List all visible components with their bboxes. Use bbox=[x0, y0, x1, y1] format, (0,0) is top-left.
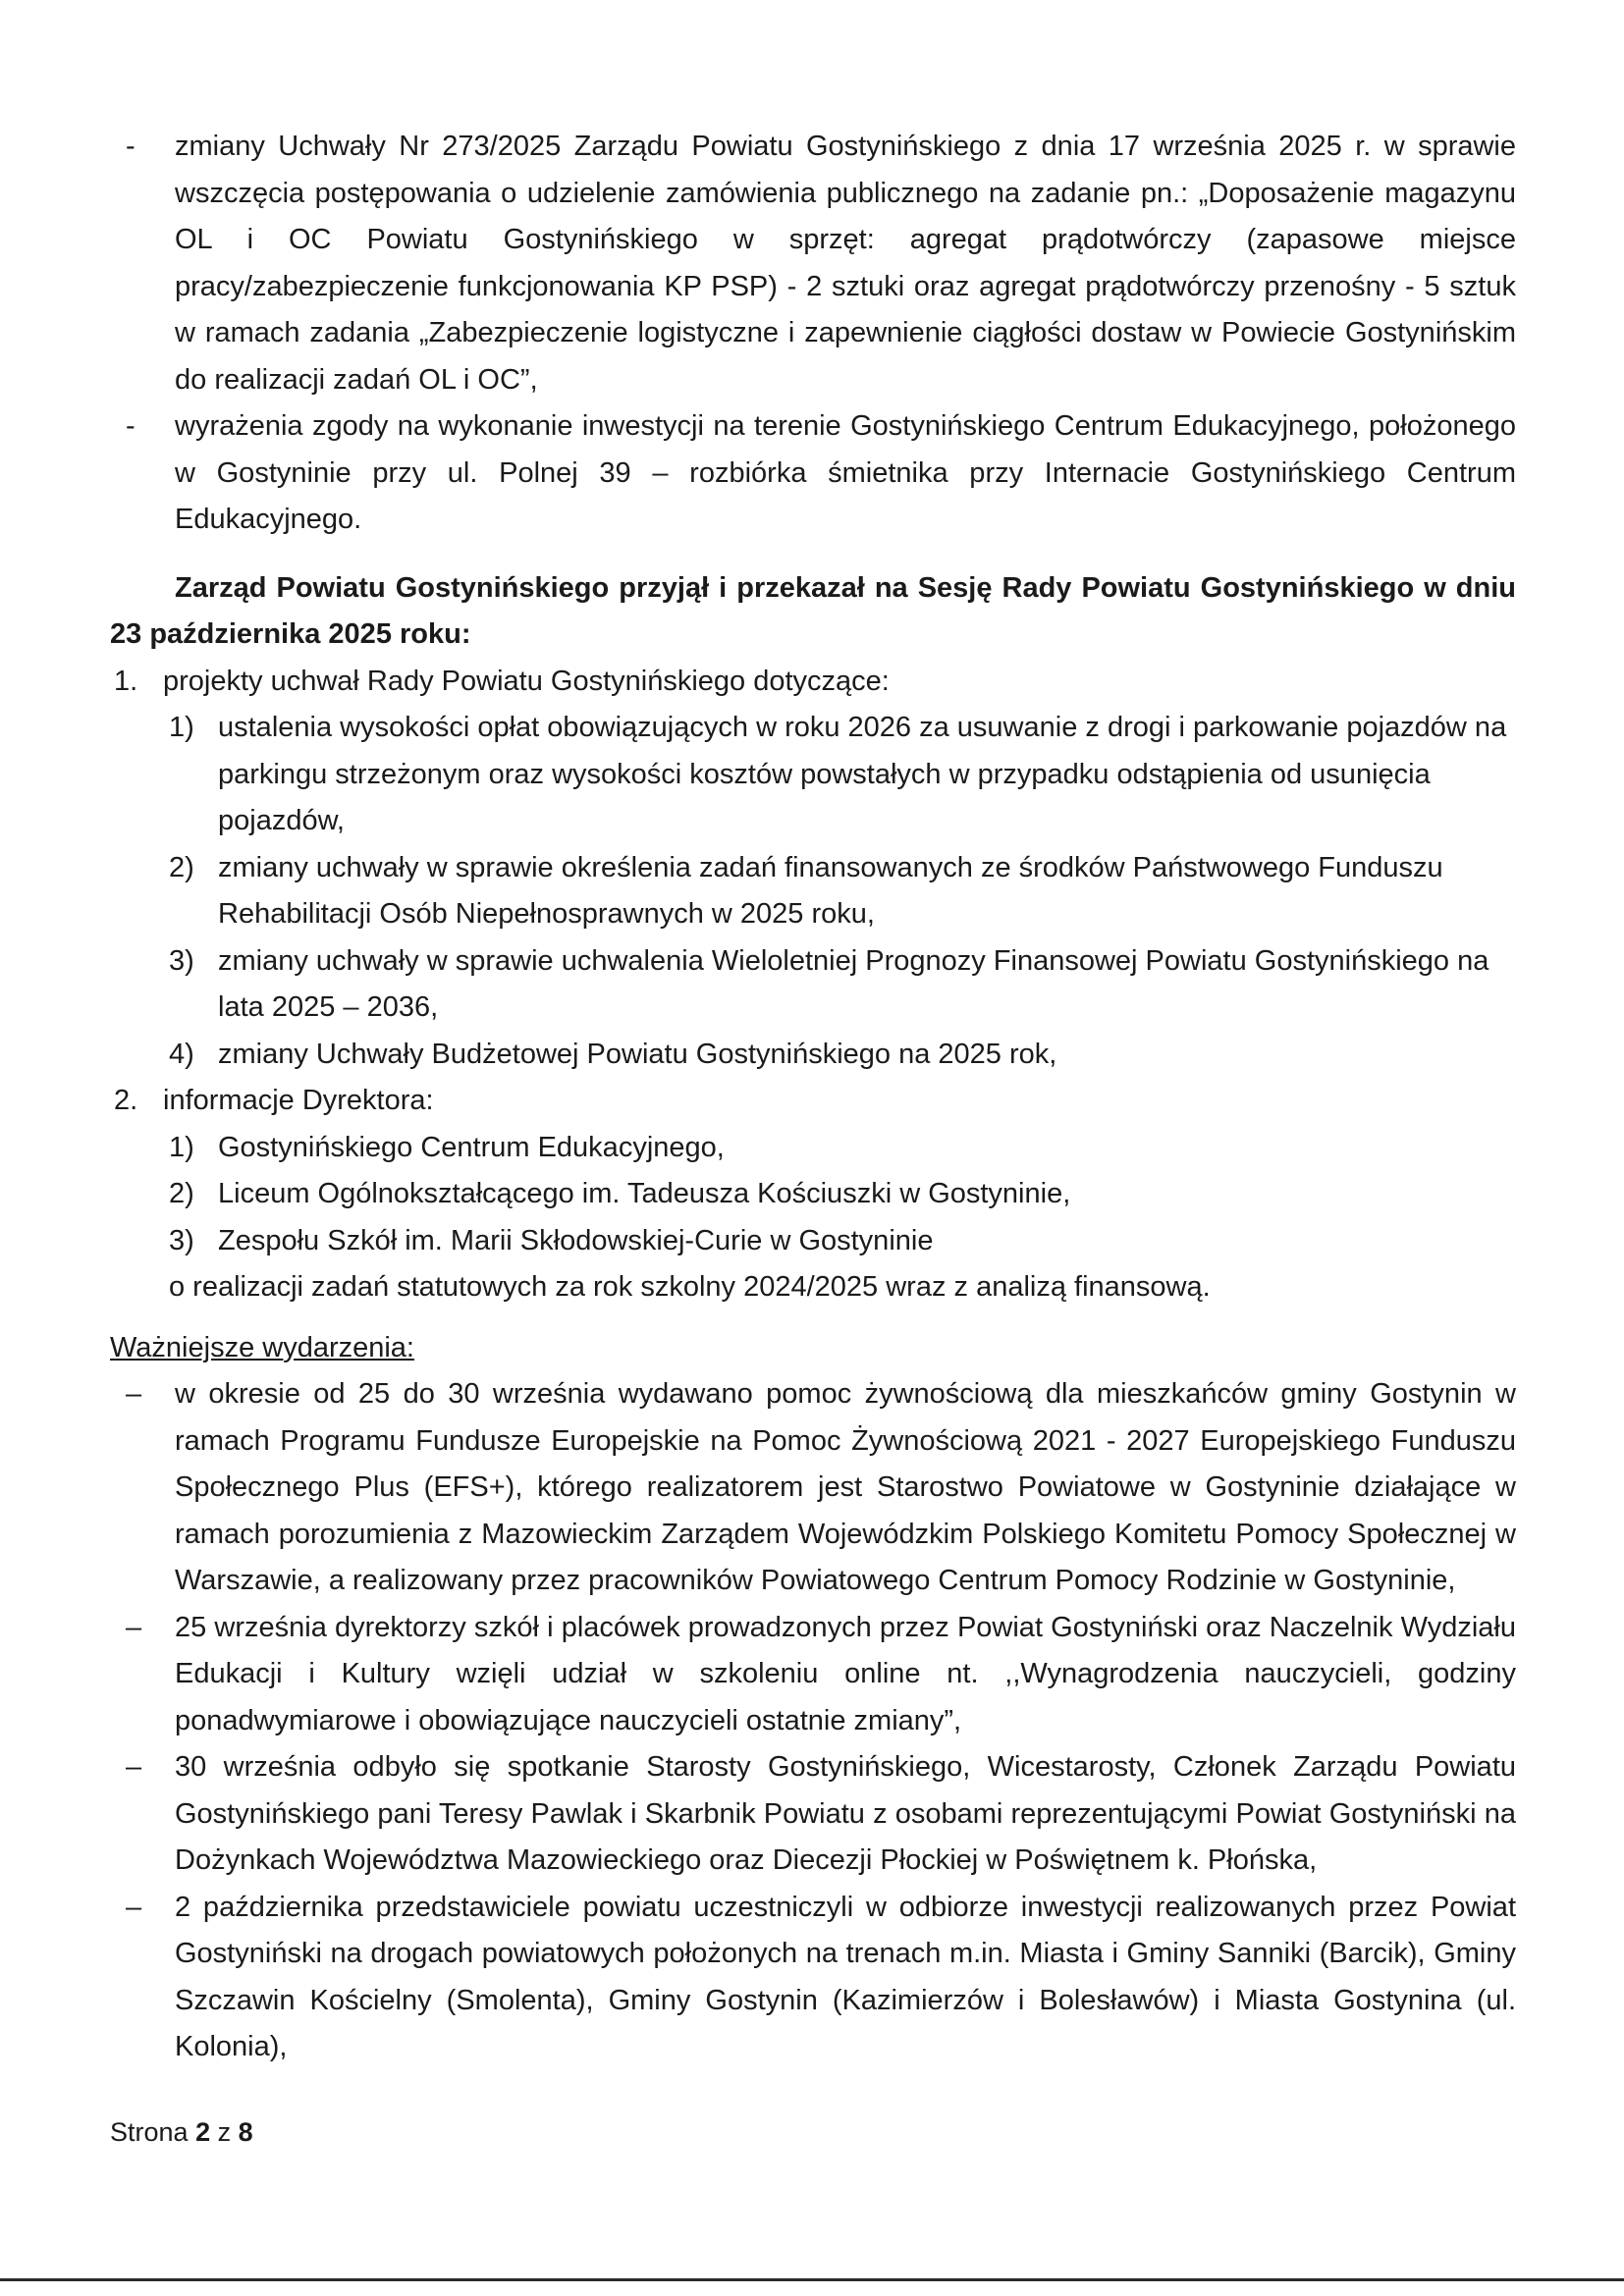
list-dash: – bbox=[126, 1751, 142, 1783]
intro-list bbox=[110, 124, 1516, 544]
numbered-item-title: projekty uchwał Rady Powiatu Gostynińskiego dotyczące: bbox=[163, 665, 890, 697]
section-heading: Zarząd Powiatu Gostynińskiego przyjął i przekazał na Sesję Rady Powiatu Gostynińskiego w dniu 23 października 2025 roku: bbox=[110, 571, 1516, 650]
footer-page-total: 8 bbox=[238, 2117, 253, 2147]
list-dash: – bbox=[126, 1611, 142, 1643]
event-text: 25 września dyrektorzy szkół i placówek prowadzonych przez Powiat Gostyniński oraz Naczelnik Wydziału Edukacji i Kultury wzięli udział w szkoleniu online nt. ,,Wynagrodzenia nauczycieli, godziny ponadwymiarowe i obowiązujące nauczycieli ostatnie zmiany”, bbox=[175, 1611, 1516, 1736]
footer-separator: z bbox=[217, 2117, 232, 2147]
sub-item-text: Liceum Ogólnokształcącego im. Tadeusza Kościuszki w Gostyninie, bbox=[218, 1178, 1071, 1209]
event-text: 2 października przedstawiciele powiatu uczestniczyli w odbiorze inwestycji realizowanych przez Powiat Gostyniński na drogach powiatowych położonych na trenach m.in. Miasta i Gminy Sanniki (Barcik), Gminy Szczawin Kościelny (Smolenta), Gminy Gostynin (Kazimierzów i Bolesławów) i Miasta Gostynina (ul. Kolonia), bbox=[175, 1891, 1516, 2062]
sub-item-number: 3) bbox=[169, 944, 194, 977]
sub-item-number: 1) bbox=[169, 1131, 194, 1163]
sub-item-number: 2) bbox=[169, 1178, 194, 1209]
sub-item-text: ustalenia wysokości opłat obowiązujących w roku 2026 za usuwanie z drogi i parkowanie pojazdów na parkingu strzeżonym oraz wysokości kosztów powstałych w przypadku odstąpienia od usunięcia pojazdów, bbox=[218, 712, 1507, 836]
list-number: 1. bbox=[114, 665, 138, 697]
sub-item-number: 1) bbox=[169, 712, 194, 743]
event-text: w okresie od 25 do 30 września wydawano pomoc żywnościową dla mieszkańców gminy Gostynin w ramach Programu Fundusze Europejskie na Pomoc Żywnościową 2021 - 2027 Europejskiego Funduszu Społecznego Plus (EFS+), którego realizatorem jest Starostwo Powiatowe w Gostyninie działające w ramach porozumienia z Mazowieckim Zarządem Wojewódzkim Polskiego Komitetu Pomocy Społecznej w Warszawie, a realizowany przez pracowników Powiatowego Centrum Pomocy Rodzinie w Gostyninie, bbox=[175, 1378, 1516, 1596]
list-item bbox=[110, 403, 1516, 544]
events-list bbox=[110, 1371, 1516, 2071]
event-item bbox=[110, 1744, 1516, 1885]
numbered-item-title: informacje Dyrektora: bbox=[163, 1085, 434, 1116]
list-dash: - bbox=[126, 410, 135, 442]
list-dash: - bbox=[126, 131, 135, 162]
event-text: 30 września odbyło się spotkanie Starosty Gostynińskiego, Wicestarosty, Członek Zarządu Powiatu Gostynińskiego pani Teresy Pawlak i Skarbnik Powiatu z osobami reprezentującymi Powiat Gostyniński na Dożynkach Województwa Mazowieckiego oraz Diecezji Płockiej w Poświętnem k. Płońska, bbox=[175, 1751, 1516, 1876]
sub-item-number: 2) bbox=[169, 851, 194, 883]
sub-item-text: zmiany Uchwały Budżetowej Powiatu Gostynińskiego na 2025 rok, bbox=[218, 1038, 1057, 1070]
sub-item-text: zmiany uchwały w sprawie uchwalenia Wieloletniej Prognozy Finansowej Powiatu Gostynińskiego na lata 2025 – 2036, bbox=[218, 944, 1489, 1023]
page-content bbox=[110, 124, 1516, 2071]
sub-item bbox=[110, 938, 1516, 1032]
sub-item-number: 3) bbox=[169, 1224, 194, 1256]
event-item bbox=[110, 1371, 1516, 1605]
sub-item-text: Zespołu Szkół im. Marii Skłodowskiej-Curie w Gostyninie bbox=[218, 1224, 934, 1256]
bottom-divider bbox=[0, 2278, 1624, 2281]
list-dash: – bbox=[126, 1378, 142, 1410]
sub-item bbox=[110, 1171, 1516, 1218]
sub-item-text: zmiany uchwały w sprawie określenia zadań finansowanych ze środków Państwowego Funduszu Rehabilitacji Osób Niepełnosprawnych w 2025 roku, bbox=[218, 851, 1443, 930]
event-item bbox=[110, 1885, 1516, 2071]
events-heading: Ważniejsze wydarzenia: bbox=[110, 1331, 414, 1363]
numbered-item-1 bbox=[110, 659, 1516, 706]
list-item-text: wyrażenia zgody na wykonanie inwestycji na terenie Gostynińskiego Centrum Edukacyjnego, położonego w Gostyninie przy ul. Polnej 39 – rozbiórka śmietnika przy Internacie Gostynińskiego Centrum Edukacyjnego. bbox=[175, 410, 1516, 535]
page-footer bbox=[110, 2117, 253, 2148]
sub-item-number: 4) bbox=[169, 1038, 194, 1070]
sub-item bbox=[110, 845, 1516, 938]
sub-item bbox=[110, 1218, 1516, 1265]
footer-page-number: 2 bbox=[195, 2117, 211, 2147]
list-number: 2. bbox=[114, 1085, 138, 1116]
list-item bbox=[110, 124, 1516, 403]
footer-label: Strona bbox=[110, 2117, 189, 2147]
list-item-text: zmiany Uchwały Nr 273/2025 Zarządu Powiatu Gostynińskiego z dnia 17 września 2025 r. w sprawie wszczęcia postępowania o udzielenie zamówienia publicznego na zadanie pn.: „Doposażenie magazynu OL i OC Powiatu Gostynińskiego w sprzęt: agregat prądotwórczy (zapasowe miejsce pracy/zabezpieczenie funkcjonowania KP PSP) - 2 sztuki oraz agregat prądotwórczy przenośny - 5 sztuk w ramach zadania „Zabezpieczenie logistyczne i zapewnienie ciągłości dostaw w Powiecie Gostynińskim do realizacji zadań OL i OC”, bbox=[175, 131, 1516, 396]
list-dash: – bbox=[126, 1891, 142, 1923]
sub-item bbox=[110, 1032, 1516, 1079]
event-item bbox=[110, 1605, 1516, 1745]
numbered-item-2 bbox=[110, 1078, 1516, 1125]
sub-item bbox=[110, 1125, 1516, 1172]
list-trailer-text: o realizacji zadań statutowych za rok szkolny 2024/2025 wraz z analizą finansową. bbox=[169, 1271, 1211, 1303]
sub-item bbox=[110, 705, 1516, 845]
sub-item-text: Gostynińskiego Centrum Edukacyjnego, bbox=[218, 1131, 725, 1163]
